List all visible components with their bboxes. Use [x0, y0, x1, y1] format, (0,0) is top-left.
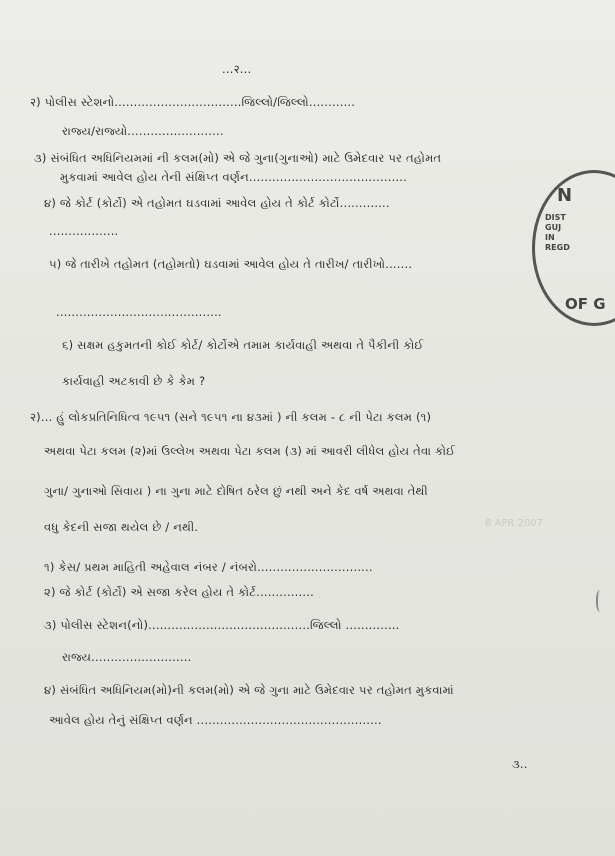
section2-item4-line2: આવેલ હોય તેનું સંક્ષિપ્ત વર્ણન ................................................ — [49, 713, 382, 727]
section2-para-line1: २)... હું લોકપ્રતિનિધિત્વ ૧૯૫૧ (સને ૧૯૫૧ ના ૪૩માં ) ની કલમ - ૮ ની પેટા કલમ (૧) — [30, 410, 432, 424]
item6-line2: કાર્યવાહી અટકાવી છે કે કેમ ? — [62, 374, 206, 388]
section2-item3: ૩) પોલીસ સ્ટેશન(નો)..........................................જિલ્લો .............. — [44, 618, 400, 632]
margin-mark — [596, 590, 606, 612]
stamp-middle-text: DIST GUJ IN REGD — [545, 213, 570, 252]
stamp-top-text: N — [557, 185, 573, 206]
section2-para-line3: ગુના/ ગુનાઓ સિવાય ) ના ગુના માટે દોષિત ઠરેલ છું નથી અને કેદ વર્ષ અથવા તેથી — [44, 484, 428, 498]
police-station-line: २) પોલીસ સ્ટેશનો.................................જિલ્લો/જિલ્લો............ — [30, 95, 356, 109]
item6-line1: ૬) સક્ષમ હકુમતની કોઈ કોર્ટ/ કોર્ટોએ તમામ કાર્યવાહી અથવા તે પૈકીની કોઈ — [62, 338, 424, 352]
item3-line2: મુકવામાં આવેલ હોય તેની સંક્ષિપ્ત વર્ણન......................................... — [60, 170, 407, 184]
state-line: રાજ્ય/રાજ્યો......................... — [62, 124, 224, 138]
item5-dots: ........................................... — [56, 305, 222, 319]
item5-line: ૫) જે તારીખે તહોમત (તહોમતો) ઘડવામાં આવેલ હોય તે તારીખ/ તારીખો....... — [49, 257, 413, 271]
section2-item4-line1: ૪) સંબંધિત અધિનિયમ(મો)ની કલમ(મો) એ જે ગુના માટે ઉમેદવાર પર તહોમત મુકવામાં — [44, 683, 454, 697]
bleed-through-date: 8 APR 2007 — [485, 518, 543, 529]
item3-line1: ૩) સંબંધિત અધિનિયમમાં ની કલમ(મો) એ જે ગુના(ગુનાઓ) માટે ઉમેદવાર પર તહોમત — [34, 151, 442, 165]
item4-line1: ૪) જે કોર્ટ (કોર્ટો) એ તહોમત ઘડવામાં આવેલ હોય તે કોર્ટ કોર્ટો............. — [44, 196, 390, 210]
official-stamp — [532, 170, 615, 326]
section2-item3-state: રાજ્ય.......................... — [62, 650, 192, 664]
next-page-marker: ૩.. — [512, 757, 528, 771]
section2-para-line2: અથવા પેટા કલમ (૨)માં ઉલ્લેખ અથવા પેટા કલમ (૩) માં આવરી લીધેલ હોય તેવા કોઈ — [44, 444, 456, 458]
section2-para-line4: વધુ કેદની સજા થયેલ છે / નથી. — [44, 520, 199, 534]
item4-line2: .................. — [49, 224, 119, 238]
page-marker: ...२... — [222, 62, 252, 76]
section2-item1: ૧) કેસ/ પ્રથમ માહિતી અહેવાલ નંબર / નંબરો.............................. — [44, 560, 373, 574]
stamp-bottom-text: OF G — [565, 295, 606, 313]
section2-item2: ૨) જે કોર્ટ (કોર્ટો) એ સજા કરેલ હોય તે કોર્ટ............... — [44, 585, 314, 599]
